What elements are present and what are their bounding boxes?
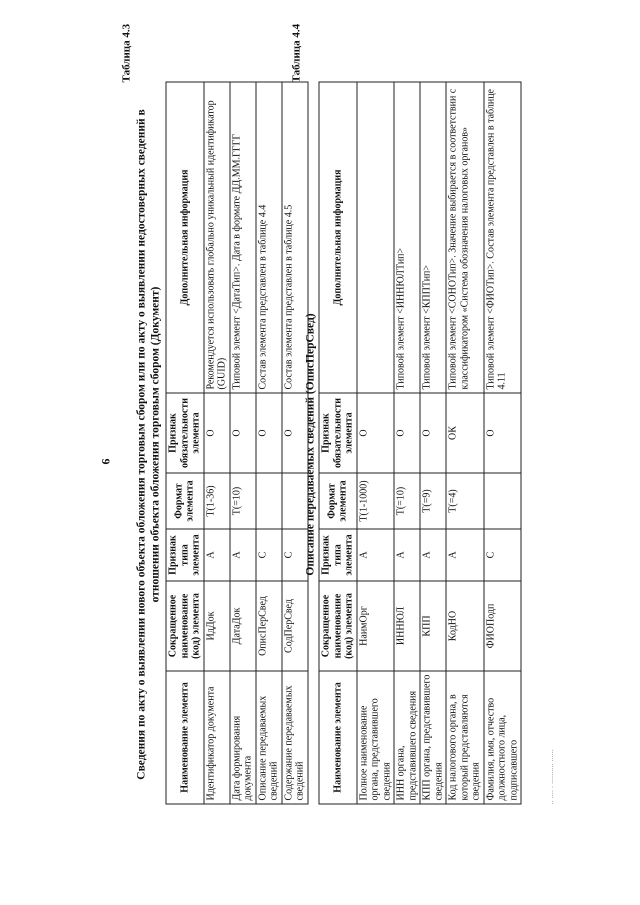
table1-cell: О — [229, 393, 255, 473]
table1-cell: А — [229, 529, 255, 581]
table2-header-cell: Формат элемента — [319, 473, 357, 529]
table1-cell — [255, 473, 281, 529]
table2-cell: Типовой элемент <СОНОТип>. Значение выбирается в соответствии с классификатором «Система обозначения налоговых органов» — [446, 82, 484, 393]
table2-cell — [483, 473, 521, 529]
table2-cell: А — [420, 529, 446, 581]
table1-header-cell: Наименование элемента — [166, 671, 204, 804]
page-footer-marks: ᐧᐧ ᐧᐧᐧᐧ ᐧ ᐧᐧᐧᐧᐧᐧᐧᐧᐧᐧ ᐧᐧᐧᐧᐧᐧ — [548, 749, 557, 805]
table2-cell: О — [394, 393, 420, 473]
table1-cell: Состав элемента представлен в таблице 4.5 — [281, 82, 307, 393]
table2-cell: Т(=10) — [394, 473, 420, 529]
table2-cell: О — [420, 393, 446, 473]
table2-caption: Описание передаваемых сведений (ОписПерСвед) — [304, 313, 316, 576]
table1-cell: СодПерСвед — [281, 581, 307, 671]
table1-cell — [281, 473, 307, 529]
table1-cell: О — [203, 393, 229, 473]
table-row — [394, 82, 420, 804]
table2-cell: Т(1-1000) — [356, 473, 394, 529]
table2 — [318, 82, 521, 805]
table2-cell: Т(=4) — [446, 473, 484, 529]
table1-cell: Идентификатор документа — [203, 671, 229, 804]
table2-cell — [356, 82, 394, 393]
table1-header-cell: Признак обязательности элемента — [166, 393, 204, 473]
table1-cell: Дата формирования документа — [229, 671, 255, 804]
table1-cell: ДатаДок — [229, 581, 255, 671]
table1-cell: С — [281, 529, 307, 581]
table1-cell: О — [281, 393, 307, 473]
table1-cell: А — [203, 529, 229, 581]
table1-label: Таблица 4.3 — [120, 23, 132, 83]
table2-header-cell: Дополнительная информация — [319, 82, 357, 393]
table1-cell: Т(1-36) — [203, 473, 229, 529]
table2-cell: ИНН органа, представившего сведения — [394, 671, 420, 804]
table2-header-cell: Сокращенное наименование (код) элемента — [319, 581, 357, 671]
table2-label: Таблица 4.4 — [290, 23, 302, 83]
table-row — [483, 82, 521, 804]
table1-header-cell: Формат элемента — [166, 473, 204, 529]
table1-header-row — [166, 82, 204, 804]
table2-cell: НаимОрг — [356, 581, 394, 671]
table1 — [165, 82, 308, 805]
table2-cell: Типовой элемент <ФИОТип>. Состав элемента представлен в таблице 4.11 — [483, 82, 521, 393]
table2-header-row — [319, 82, 357, 804]
table2-cell: ИННЮЛ — [394, 581, 420, 671]
table2-cell: А — [446, 529, 484, 581]
table1-header-cell: Признак типа элемента — [166, 529, 204, 581]
table-row — [229, 82, 255, 804]
table2-cell: С — [483, 529, 521, 581]
table1-cell: С — [255, 529, 281, 581]
table2-cell: КПП органа, представившего сведения — [420, 671, 446, 804]
table2-header-cell: Признак обязательности элемента — [319, 393, 357, 473]
table-row — [203, 82, 229, 804]
table1-cell: Типовой элемент <ДатаТип>. Дата в формате ДД.ММ.ГГГГ — [229, 82, 255, 393]
page-number: 6 — [98, 458, 112, 465]
table2-header-cell: Признак типа элемента — [319, 529, 357, 581]
table2-cell: Типовой элемент <ИННЮЛТип> — [394, 82, 420, 393]
table-row — [255, 82, 281, 804]
table1-cell: Содержание передаваемых сведений — [281, 671, 307, 804]
table1-cell: Рекомендуется использовать глобально уникальный идентификатор (GUID) — [203, 82, 229, 393]
table2-cell: О — [483, 393, 521, 473]
table1-cell: Описание передаваемых сведений — [255, 671, 281, 804]
table-row — [420, 82, 446, 804]
table1-cell: ИдДок — [203, 581, 229, 671]
table2-cell: А — [394, 529, 420, 581]
table2-cell: ФИОПодп — [483, 581, 521, 671]
table1-header-cell: Дополнительная информация — [166, 82, 204, 393]
table1-caption: Сведения по акту о выявлении нового объекта обложения торговым сбором или по акту о выявлении недостоверных сведений в отношении объекта обложения торговым сбором (Документ) — [135, 109, 161, 780]
table-row — [446, 82, 484, 804]
table2-header-cell: Наименование элемента — [319, 671, 357, 804]
table1-cell: Т(=10) — [229, 473, 255, 529]
table2-cell: ОК — [446, 393, 484, 473]
table2-cell: Полное наименование органа, представившего сведения — [356, 671, 394, 804]
table1-cell: ОписПерСвед — [255, 581, 281, 671]
table2-cell: О — [356, 393, 394, 473]
table-row — [281, 82, 307, 804]
table2-cell: А — [356, 529, 394, 581]
table2-cell: КПП — [420, 581, 446, 671]
table2-cell: Фамилия, имя, отчество должностного лица, подписавшего — [483, 671, 521, 804]
table1-cell: О — [255, 393, 281, 473]
table2-cell: Т(=9) — [420, 473, 446, 529]
table2-cell: КодНО — [446, 581, 484, 671]
table1-cell: Состав элемента представлен в таблице 4.4 — [255, 82, 281, 393]
table2-cell: Код налогового органа, в который представляются сведения — [446, 671, 484, 804]
table-row — [356, 82, 394, 804]
table1-header-cell: Сокращенное наименование (код) элемента — [166, 581, 204, 671]
table2-cell: Типовой элемент <КППТип> — [420, 82, 446, 393]
